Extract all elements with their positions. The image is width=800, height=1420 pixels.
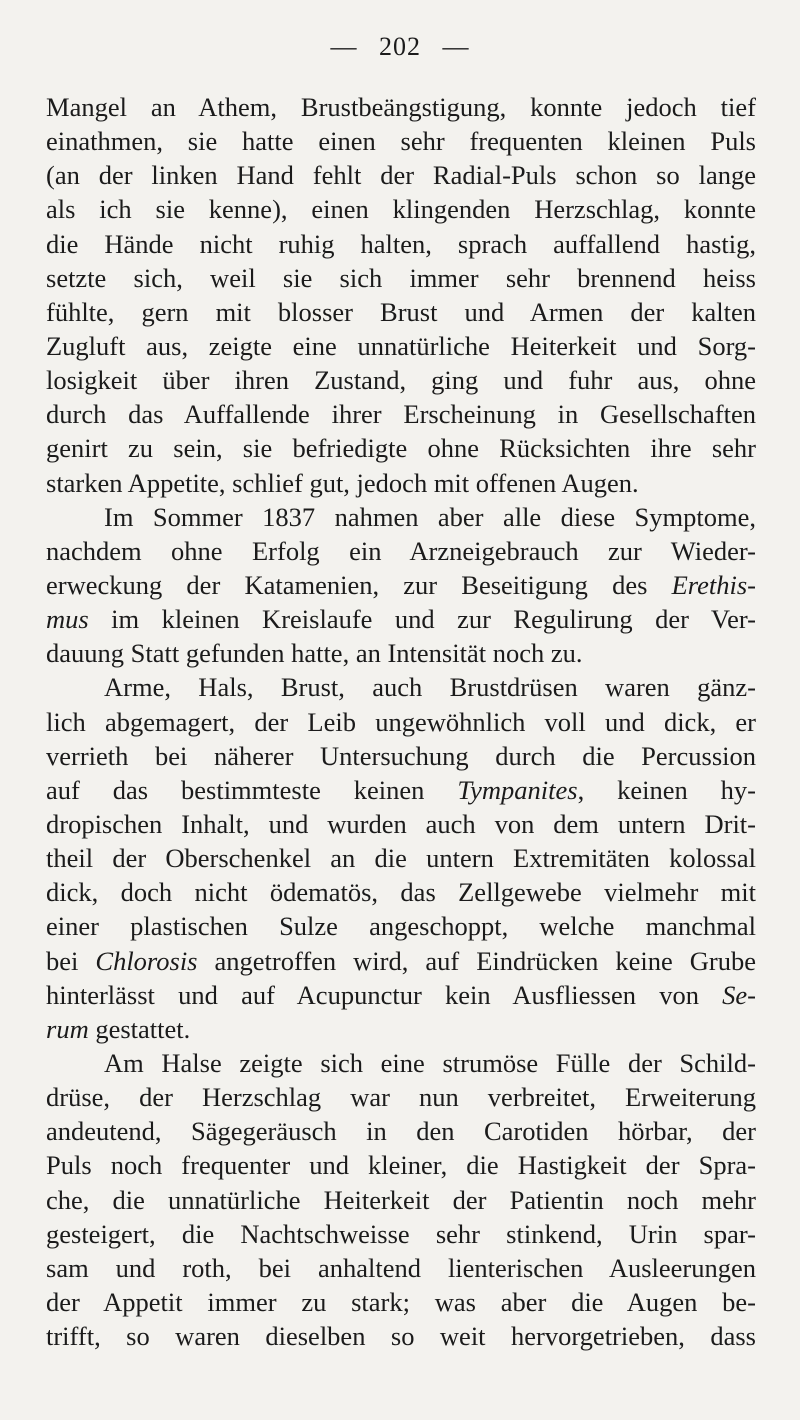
- text-line: die Hände nicht ruhig halten, sprach auffallend hastig,: [46, 228, 756, 259]
- text-line: starken Appetite, schlief gut, jedoch mit offenen Augen.: [46, 467, 639, 498]
- text-line: dauung Statt gefunden hatte, an Intensität noch zu.: [46, 638, 583, 669]
- text-line: durch das Auffallende ihrer Erscheinung in Gesellschaften: [46, 399, 756, 430]
- text-line-with-italic: [46, 1012, 756, 1046]
- text-line-with-italic: [46, 773, 756, 807]
- text-line: dick, doch nicht ödematös, das Zellgewebe vielmehr mit: [46, 877, 756, 908]
- paragraph-start-line: Am Halse zeigte sich eine strumöse Fülle der Schild-: [104, 1047, 756, 1078]
- text-line-with-italic: [46, 978, 756, 1012]
- text-line: gesteigert, die Nachtschweisse sehr stinkend, Urin spar-: [46, 1218, 756, 1249]
- text-line: Zugluft aus, zeigte eine unnatürliche Heiterkeit und Sorg-: [46, 330, 756, 361]
- italic-term: Tympanites: [457, 774, 578, 805]
- text-line: einer plastischen Sulze angeschoppt, welche manchmal: [46, 911, 756, 942]
- body-text: [46, 90, 756, 1353]
- italic-term: mus: [46, 604, 89, 635]
- italic-term: rum: [46, 1013, 89, 1044]
- header-dash-left: —: [330, 32, 358, 61]
- text-line: der Appetit immer zu stark; was aber die Augen be-: [46, 1286, 756, 1317]
- page-number: 202: [379, 32, 421, 61]
- text-line-with-italic: [46, 602, 756, 636]
- text-span: bei: [46, 945, 96, 976]
- text-line: nachdem ohne Erfolg ein Arzneigebrauch zur Wieder-: [46, 535, 756, 566]
- text-span: erweckung der Katamenien, zur Beseitigung des: [46, 569, 672, 600]
- text-span: angetroffen wird, auf Eindrücken keine Grube: [197, 945, 756, 976]
- italic-term: Chlorosis: [95, 945, 198, 976]
- text-span: im kleinen Kreislaufe und zur Regulirung der Ver-: [88, 604, 756, 635]
- text-line: dropischen Inhalt, und wurden auch von dem untern Drit-: [46, 808, 756, 839]
- text-line: als ich sie kenne), einen klingenden Herzschlag, konnte: [46, 194, 756, 225]
- italic-term: Erethis-: [671, 569, 756, 600]
- text-span: auf das bestimmteste keinen: [46, 774, 458, 805]
- italic-term: Se-: [722, 979, 756, 1010]
- text-line: fühlte, gern mit blosser Brust und Armen der kalten: [46, 296, 756, 327]
- text-line: trifft, so waren dieselben so weit hervorgetrieben, dass: [46, 1321, 756, 1352]
- text-line: setzte sich, weil sie sich immer sehr brennend heiss: [46, 262, 756, 293]
- paragraph-start-line: Im Sommer 1837 nahmen aber alle diese Symptome,: [104, 501, 756, 532]
- paragraph-start-line: Arme, Hals, Brust, auch Brustdrüsen waren gänz-: [104, 672, 756, 703]
- text-line-with-italic: [46, 944, 756, 978]
- text-span: gestattet.: [88, 1013, 191, 1044]
- text-line-with-italic: [46, 568, 756, 602]
- text-line: Mangel an Athem, Brustbeängstigung, konnte jedoch tief: [46, 92, 756, 122]
- text-line: losigkeit über ihren Zustand, ging und fuhr aus, ohne: [46, 365, 756, 396]
- text-span: hinterlässt und auf Acupunctur kein Ausfliessen von: [46, 979, 723, 1010]
- text-line: theil der Oberschenkel an die untern Extremitäten kolossal: [46, 843, 756, 874]
- text-line: (an der linken Hand fehlt der Radial-Puls schon so lange: [46, 160, 756, 191]
- text-line: verrieth bei näherer Untersuchung durch die Percussion: [46, 740, 756, 771]
- text-line: Puls noch frequenter und kleiner, die Hastigkeit der Spra-: [46, 1150, 756, 1181]
- text-line: lich abgemagert, der Leib ungewöhnlich voll und dick, er: [46, 706, 756, 737]
- text-line: drüse, der Herzschlag war nun verbreitet, Erweiterung: [46, 1082, 756, 1113]
- text-span: , keinen hy-: [577, 774, 756, 805]
- text-line: sam und roth, bei anhaltend lienterischen Ausleerungen: [46, 1252, 756, 1283]
- text-line: andeutend, Sägegeräusch in den Carotiden hörbar, der: [46, 1116, 756, 1147]
- text-line: genirt zu sein, sie befriedigte ohne Rücksichten ihre sehr: [46, 433, 756, 464]
- header-dash-right: —: [442, 32, 470, 61]
- text-line: che, die unnatürliche Heiterkeit der Patientin noch mehr: [46, 1184, 756, 1215]
- text-line: einathmen, sie hatte einen sehr frequenten kleinen Puls: [46, 126, 756, 157]
- page-number-header: [0, 32, 800, 62]
